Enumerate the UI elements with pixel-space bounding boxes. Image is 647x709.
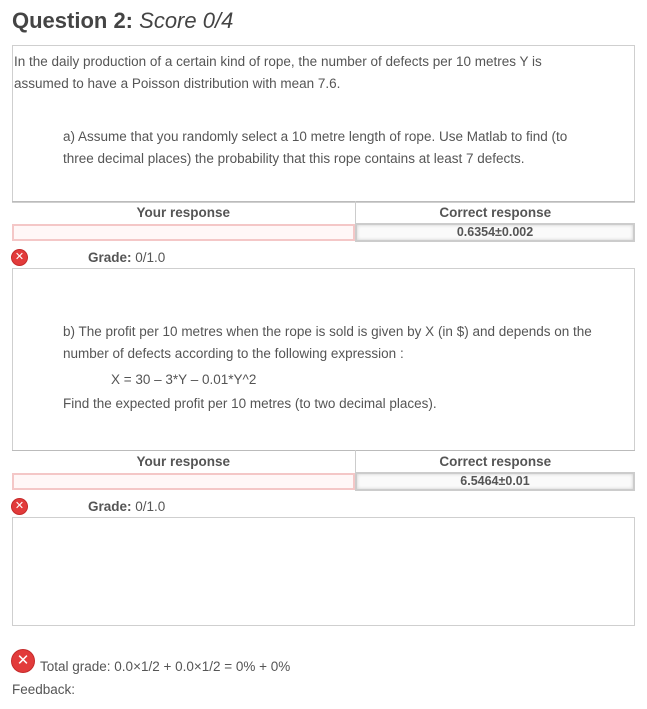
part-b-formula: X = 30 – 3*Y – 0.01*Y^2 [111,372,257,387]
part-b-line-3: Find the expected profit per 10 metres (to two decimal places). [63,396,437,411]
response-table-b [12,450,635,491]
wrong-x-icon: ✕ [12,499,27,514]
part-a-line-1: a) Assume that you randomly select a 10 metre length of rope. Use Matlab to find (to [63,129,568,144]
your-response-b [12,473,355,490]
part-a-line-2: three decimal places) the probability that this rope contains at least 7 defects. [63,151,525,166]
grade-label-a: Grade: [88,250,132,265]
intro-line-1: In the daily production of a certain kind of rope, the number of defects per 10 metres Y is [14,54,542,69]
your-response-header-b: Your response [12,451,355,473]
correct-response-header-b: Correct response [355,451,635,473]
question-intro [14,51,629,95]
question-text-box-b [12,268,635,451]
question-text-box-a [12,45,635,203]
part-b-line-2: number of defects according to the following expression : [63,346,404,361]
question-number: Question 2: [12,8,134,33]
grade-row-a [12,250,312,268]
feedback-box [12,517,635,626]
correct-response-header-a: Correct response [355,202,635,224]
feedback-label: Feedback: [12,682,76,697]
question-score: Score 0/4 [139,8,234,33]
grade-value-a: 0/1.0 [135,250,166,265]
grade-label-b: Grade: [88,499,132,514]
wrong-x-icon: ✕ [12,250,27,265]
correct-response-a: 0.6354±0.002 [355,223,635,242]
your-response-header-a: Your response [12,202,355,224]
correct-response-b: 6.5464±0.01 [355,472,635,491]
question-title [12,8,233,34]
response-table-a [12,201,635,242]
part-b-line-1: b) The profit per 10 metres when the rope is sold is given by X (in $) and depends on the [63,324,592,339]
grade-value-b: 0/1.0 [135,499,166,514]
wrong-x-icon: ✕ [12,650,34,672]
part-a-text [63,126,633,170]
your-response-a [12,224,355,241]
grade-row-b [12,499,312,517]
intro-line-2: assumed to have a Poisson distribution with mean 7.6. [14,76,341,91]
total-grade-row [12,650,412,676]
part-b-text [63,321,635,415]
total-grade-text: Total grade: 0.0×1/2 + 0.0×1/2 = 0% + 0% [40,659,291,674]
